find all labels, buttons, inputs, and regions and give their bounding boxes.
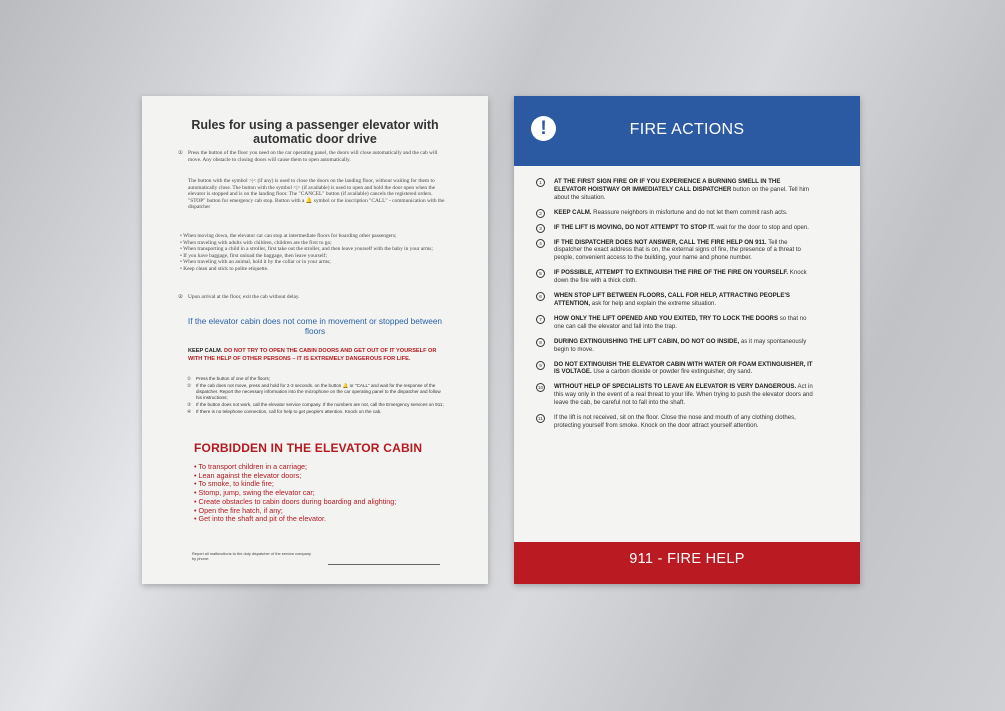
item-bold-text: WITHOUT HELP OF SPECIALISTS TO LEAVE AN ELEVATOR IS VERY DANGEROUS. <box>554 383 797 391</box>
list-item: • If you have baggage, first unload the baggage, then leave yourself; <box>188 253 446 260</box>
forbidden-list <box>194 463 396 524</box>
list-item: • Open the fire hatch, if any; <box>194 507 396 516</box>
rule-2-number: ② <box>178 294 183 300</box>
passenger-rules-list <box>183 233 446 273</box>
item-number: 6 <box>536 292 545 301</box>
step-text: If there is no telephone connection, call for help to get people's attention. Knock on the cab. <box>196 409 382 414</box>
list-item <box>539 292 814 308</box>
list-item <box>539 360 814 377</box>
list-item <box>539 223 814 232</box>
list-item: • When moving down, the elevator car can stop at intermediate floors for boarding other passengers; <box>188 233 446 240</box>
list-item <box>539 314 814 331</box>
list-item <box>537 383 814 407</box>
item-bold-text: IF THE LIFT IS MOVING, DO NOT ATTEMPT TO STOP IT. <box>554 223 715 231</box>
item-number: 10 <box>537 385 544 391</box>
item-text: ask for help and explain the extreme situation. <box>590 299 717 307</box>
fire-actions-title: FIRE ACTIONS <box>629 121 745 138</box>
item-bold-text: WHEN STOP LIFT BETWEEN FLOORS, CALL FOR HELP, ATTRACTING PEOPLE'S ATTENTION, <box>554 292 790 307</box>
list-item <box>538 414 814 430</box>
rule-2 <box>178 294 446 301</box>
list-item: • When traveling with an animal, hold it by the collar or in your arms; <box>188 259 446 266</box>
buttons-description: The button with the symbol >|< (if any) is used to close the doors on the landing floor, without waiting for them to automatically close. The button with the symbol <|> (if available) is used to open and hold the door open when the elevator is stopped and is on the landing floor. The "CANCEL" button (if available) cancels the registered orders. "STOP" button for emergency cab stop. Button with a 🔔 symbol or the inscription "CALL" - communication with the dispatcher <box>188 178 445 211</box>
list-item: • Get into the shaft and pit of the elevator. <box>194 515 396 524</box>
list-item <box>187 376 446 382</box>
rule-1-text: Press the button of the floor you need on the car operating panel, the doors will close automatically and the cab will move. Any obstacle to closing doors will cause them to open automatically. <box>188 150 438 163</box>
list-item <box>539 269 814 285</box>
step-text: If the button does not work, call the elevator service company. If the numbers are not, call the Emergency services on 911; <box>196 402 444 407</box>
item-bold-text: KEEP CALM. <box>554 208 592 216</box>
step-number: ① <box>187 376 192 381</box>
list-item <box>539 337 814 354</box>
phone-blank-line <box>328 564 440 565</box>
item-number: 8 <box>536 338 545 347</box>
rule-2-text: Upon arrival at the floor, exit the cab without delay. <box>188 294 300 300</box>
keep-calm-label: KEEP CALM. <box>188 348 223 354</box>
step-number: ③ <box>187 402 192 407</box>
item-text: wait for the door to stop and open. <box>714 223 809 231</box>
step-text: If the cab does not move, press and hold for 2-3 seconds. on the button 🔔 or "CALL" and wait for the response of the dispatcher. Report the necessary information into the microphone on the car operating panel to the dispatcher and follow his instructions; <box>196 383 441 400</box>
item-bold-text: IF POSSIBLE, ATTEMPT TO EXTINGUISH THE FIRE OF THE FIRE ON YOURSELF. <box>554 269 789 277</box>
list-item <box>187 409 446 415</box>
list-item <box>539 238 814 263</box>
stuck-elevator-heading: If the elevator cabin does not come in movement or stopped between floors <box>187 316 443 336</box>
list-item <box>539 208 814 217</box>
item-text: Tell the dispatcher the exact address that is on, the external signs of fire, the presence of a threat to people, convenient access to the building, your name and phone number. <box>554 238 801 262</box>
step-number: ④ <box>187 409 192 414</box>
stuck-steps-list <box>187 376 446 416</box>
item-bold-text: AT THE FIRST SIGN FIRE OR IF YOU EXPERIENCE A BURNING SMELL IN THE ELEVATOR HOISTWAY OR IMMEDIATELY CALL DISPATCHER <box>554 178 781 193</box>
item-text: If the lift is not received, sit on the floor. Close the nose and mouth of any clothing clothes, protecting yourself from smoke. Knock on the door attract yourself attention. <box>554 414 796 429</box>
item-bold-text: IF THE DISPATCHER DOES NOT ANSWER, CALL THE FIRE HELP ON 911. <box>554 238 767 246</box>
item-bold-text: DO NOT EXTINGUISH THE ELEVATOR CABIN WITH WATER OR FOAM EXTINGUISHER, IT IS VOLTAGE. <box>554 360 813 376</box>
list-item: • When transporting a child in a stroller, first take out the stroller, and then leave yourself with the baby in your arms; <box>188 246 446 253</box>
item-text: button on the panel. Tell him about the situation. <box>554 185 810 201</box>
list-item <box>187 402 446 408</box>
item-number: 11 <box>536 414 545 423</box>
list-item: • Create obstacles to cabin doors during boarding and alighting; <box>194 498 396 507</box>
item-bold-text: DURING EXTINGUISHING THE LIFT CABIN, DO NOT GO INSIDE, <box>554 337 740 345</box>
fire-help-title: 911 - FIRE HELP <box>629 551 745 567</box>
item-text: Knock down the fire with a thick cloth. <box>554 269 807 285</box>
item-text: as it may spontaneously begin to move. <box>554 337 807 353</box>
item-number: 9 <box>536 361 545 370</box>
item-text: so that no one can call the elevator and fall into the trap. <box>554 314 807 330</box>
item-text: Use a carbon dioxide or powder fire extinguisher, dry sand. <box>591 368 753 376</box>
rule-1 <box>178 150 446 163</box>
list-item <box>539 178 814 202</box>
item-number: 3 <box>536 224 545 233</box>
list-item: • Keep clean and stick to polite etiquette. <box>188 266 446 273</box>
item-number: 7 <box>536 315 545 324</box>
fire-actions-sheet <box>514 96 860 584</box>
danger-warning <box>188 348 444 363</box>
step-number: ② <box>187 383 192 388</box>
list-item <box>187 383 446 401</box>
forbidden-heading: FORBIDDEN IN THE ELEVATOR CABIN <box>194 441 423 455</box>
list-item: • To smoke, to kindle fire; <box>194 480 396 489</box>
item-text: Reassure neighbors in misfortune and do not let them commit rash acts. <box>591 208 788 216</box>
malfunction-footer: Report all malfunctions to the duty dispatcher of the service company by phone: <box>192 551 311 561</box>
list-item: • Lean against the elevator doors; <box>194 472 396 481</box>
rule-1-number: ① <box>178 150 183 156</box>
item-number: 1 <box>536 178 545 187</box>
elevator-rules-sheet <box>142 96 488 584</box>
item-bold-text: HOW ONLY THE LIFT OPENED AND YOU EXITED, TRY TO LOCK THE DOORS <box>554 314 779 322</box>
exclamation-icon: ! <box>531 116 556 141</box>
item-number: 4 <box>536 239 545 248</box>
item-text: Act in this way only in the event of a real threat to your life. When trying to push the elevator doors and leave the cab, be careful not to fall into the shaft. <box>554 383 813 407</box>
list-item: • Stomp, jump, swing the elevator car; <box>194 489 396 498</box>
fire-actions-list <box>537 178 814 437</box>
danger-warning-text: DO NOT TRY TO OPEN THE CABIN DOORS AND GET OUT OF IT YOURSELF OR WITH THE HELP OF OTHER PERSONS – IT IS EXTREMELY DANGEROUS FOR LIFE. <box>188 348 437 362</box>
list-item: • When traveling with adults with children, children are the first to go; <box>188 240 446 247</box>
rules-title: Rules for using a passenger elevator with automatic door drive <box>191 118 439 146</box>
step-text: Press the button of one of the floors; <box>196 376 271 381</box>
item-number: 5 <box>536 269 545 278</box>
list-item: • To transport children in a carriage; <box>194 463 396 472</box>
item-number: 2 <box>536 209 545 218</box>
